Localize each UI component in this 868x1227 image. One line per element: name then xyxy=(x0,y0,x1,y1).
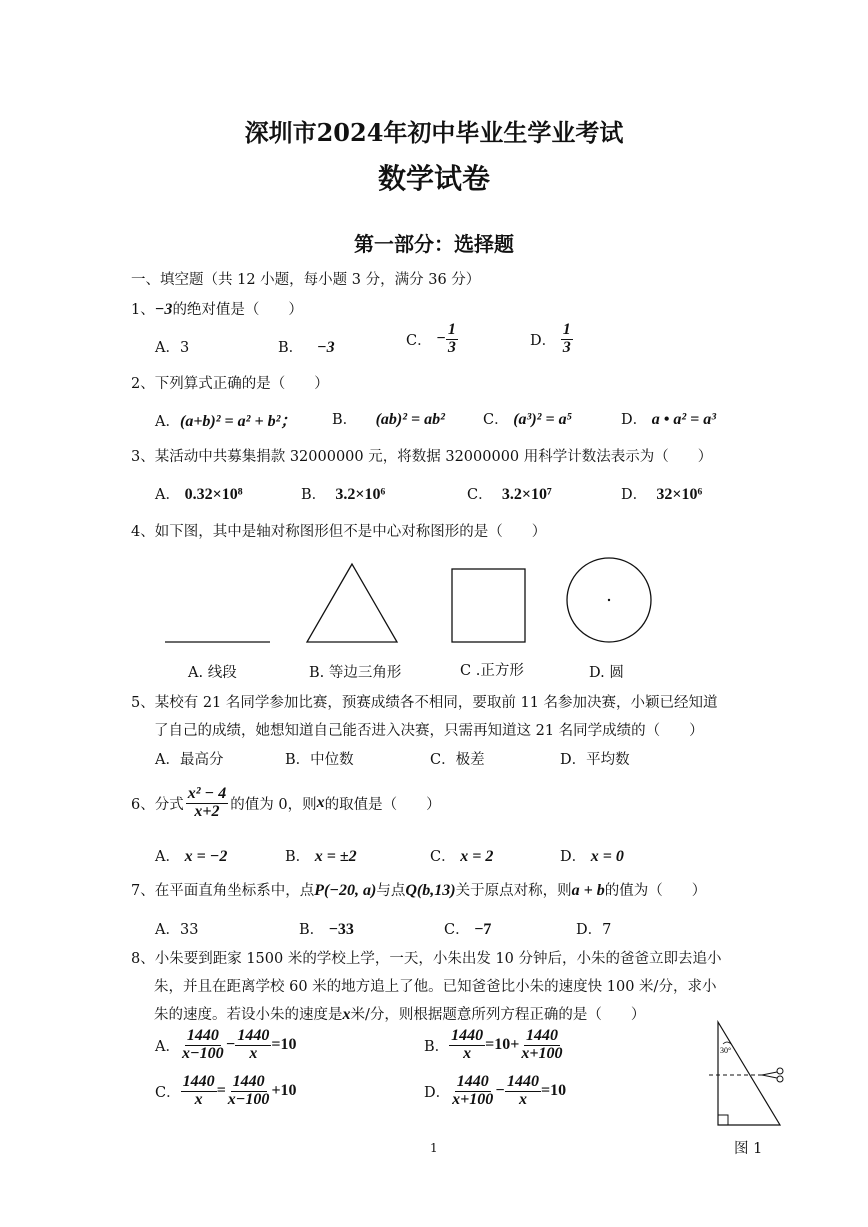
question-6-stem: 6、分式 $\frac{\text{x² − 4}}{x+2}$ 的值为 0，则 x 的取值是（ ） xyxy=(131,785,441,820)
option-b: B． (ab)² = ab² xyxy=(332,411,445,428)
option-d: D．平均数 xyxy=(560,752,630,768)
figure-1-triangle xyxy=(705,1018,795,1130)
option-c: C． −7 xyxy=(444,921,492,938)
question-1-stem xyxy=(131,298,303,319)
square-shape xyxy=(452,569,525,642)
option-b: B． $\frac{1440}{x}$ =10+ $\frac{1440}{x+100}$ xyxy=(424,1027,563,1062)
question-5-line2: 了自己的成绩，她想知道自己能否进入决赛，只需再知道这 21 名同学成绩的（ ） xyxy=(154,723,704,739)
fraction: $\frac{1440}{x}$ xyxy=(182,1073,215,1108)
question-5-line1: 5、某校有 21 名同学参加比赛，预赛成绩各不相同，要取前 11 名参加决赛，小颖已经知道 xyxy=(131,695,718,711)
option-c: C． − $\frac{1}{3}$ xyxy=(406,321,456,356)
question-3-stem: 3、某活动中共募集捐款 32000000 元，将数据 32000000 用科学计数法表示为（ ） xyxy=(131,449,713,465)
question-number: 1、 xyxy=(131,302,155,318)
option-d: D． $\frac{1}{3}$ xyxy=(530,321,571,356)
option-a: A． 0.32×10⁸ xyxy=(155,486,243,503)
figure-1-caption: 图 1 xyxy=(734,1141,763,1157)
fraction: $\frac{1440}{x+100}$ xyxy=(452,1073,494,1108)
math-expr: −3 xyxy=(154,301,173,318)
figure-label-b: B. 等边三角形 xyxy=(309,665,402,681)
circle-center-dot xyxy=(608,599,610,601)
option-b: B． −3 xyxy=(278,339,335,356)
question-2-stem: 2、下列算式正确的是（ ） xyxy=(131,376,329,392)
fraction: $\frac{1}{3}$ xyxy=(447,321,456,356)
fraction: $\frac{1440}{x}$ xyxy=(237,1027,270,1062)
option-d: D． $\frac{1440}{x+100}$ − $\frac{1440}{x}$ =10 xyxy=(424,1073,567,1108)
question-text: 的绝对值是（ ） xyxy=(172,302,303,318)
page-number: 1 xyxy=(430,1141,438,1155)
option-c: C． 3.2×10⁷ xyxy=(467,486,552,503)
option-c: C． x = 2 xyxy=(430,848,494,865)
question-8-line2: 朱，并且在距离学校 60 米的地方追上了他。已知爸爸比小朱的速度快 100 米/分，求小 xyxy=(154,979,717,995)
part-title: 第一部分：选择题 xyxy=(354,232,514,256)
option-d: D． x = 0 xyxy=(560,848,624,865)
question-8-line3: 朱的速度。若设小朱的速度是x米/分，则根据题意所列方程正确的是（ ） xyxy=(154,1006,646,1023)
option-b: B． 3.2×10⁶ xyxy=(301,486,386,503)
question-7-stem: 7、在平面直角坐标系中，点P(−20, a)与点Q(b,13)关于原点对称，则a + b的值为（ ） xyxy=(131,882,707,899)
fraction: $\frac{1440}{x-100}$ xyxy=(181,1027,224,1062)
question-4-stem: 4、如下图，其中是轴对称图形但不是中心对称图形的是（ ） xyxy=(131,524,547,540)
fraction: $\frac{\text{x² − 4}}{x+2}$ xyxy=(187,785,227,820)
question-8-line1: 8、小朱要到距家 1500 米的学校上学，一天，小朱出发 10 分钟后，小朱的爸爸立即去追小 xyxy=(131,951,722,967)
subject-title: 数学试卷 xyxy=(377,162,490,195)
option-a: A．最高分 xyxy=(155,752,224,768)
option-b: B． x = ±2 xyxy=(285,848,357,865)
option-c: C． (a³)² = a⁵ xyxy=(483,411,573,428)
right-angle-mark xyxy=(718,1115,728,1125)
option-a: A． $\frac{1440}{x-100}$ − $\frac{1440}{x}$ =10 xyxy=(155,1027,297,1062)
option-b: B． −33 xyxy=(299,921,354,938)
option-b: B．中位数 xyxy=(285,752,354,768)
equilateral-triangle-shape xyxy=(307,564,397,642)
fraction: $\frac{1440}{x}$ xyxy=(506,1073,539,1108)
option-d: D． a • a² = a³ xyxy=(621,411,717,428)
option-c: C．极差 xyxy=(430,752,485,768)
fraction: $\frac{1440}{x}$ xyxy=(451,1027,484,1062)
fraction: $\frac{1440}{x-100}$ xyxy=(227,1073,270,1108)
shape-figures xyxy=(150,555,670,655)
fraction: $\frac{1440}{x+100}$ xyxy=(521,1027,563,1062)
option-c: C． $\frac{1440}{x}$ = $\frac{1440}{x-100}$ +10 xyxy=(155,1073,297,1108)
option-d: D．7 xyxy=(576,922,612,938)
option-a: A．3 xyxy=(155,340,190,356)
option-d: D． 32×10⁶ xyxy=(621,486,703,503)
fraction: $\frac{1}{3}$ xyxy=(562,321,571,356)
scissors-icon xyxy=(762,1068,783,1082)
option-a: A． x = −2 xyxy=(155,848,228,865)
exam-title: 深圳市2024年初中毕业生学业考试 xyxy=(244,118,624,147)
angle-label: 30° xyxy=(720,1046,732,1055)
section-heading: 一、填空题（共 12 小题，每小题 3 分，满分 36 分） xyxy=(131,272,481,288)
figure-label-a: A. 线段 xyxy=(188,665,237,681)
figure-label-d: D. 圆 xyxy=(589,665,624,681)
option-a: A．33 xyxy=(155,922,199,938)
option-a: A．(a+b)² = a² + b²； xyxy=(155,413,297,430)
figure-label-c: C .正方形 xyxy=(460,663,524,679)
